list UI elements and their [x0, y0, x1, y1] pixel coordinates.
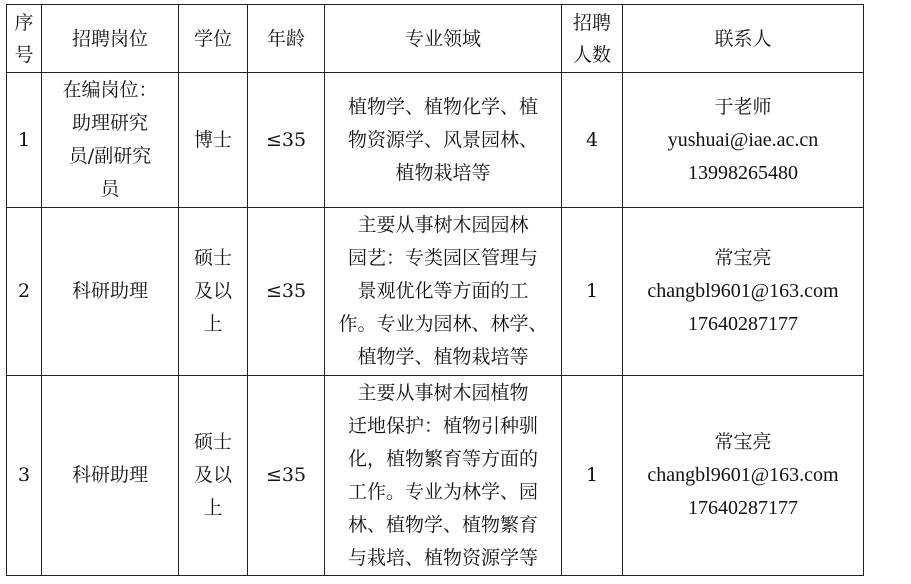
field-line: 化，植物繁育等方面的 — [347, 447, 538, 470]
cell-count: 4 — [562, 73, 623, 208]
header-row — [7, 5, 864, 73]
field-line: 植物学、植物化学、植 — [347, 95, 538, 118]
header-seq — [7, 5, 42, 73]
cell-count: 1 — [562, 376, 623, 576]
table-body — [7, 73, 864, 576]
degree-line: 博士 — [193, 128, 232, 151]
cell-field — [325, 73, 562, 208]
header-count-line-2: 人数 — [572, 43, 611, 66]
field-line: 林、植物学、植物繁育 — [347, 513, 538, 536]
cell-degree — [179, 73, 248, 208]
cell-position — [42, 208, 179, 376]
cell-age: ≤35 — [248, 208, 325, 376]
cell-age: ≤35 — [248, 73, 325, 208]
contact-phone: 17640287177 — [688, 497, 798, 519]
field-line: 主要从事树木园园林 — [357, 214, 529, 236]
cell-count: 1 — [562, 208, 623, 376]
header-contact: 联系人 — [623, 5, 864, 73]
position-line: 科研助理 — [71, 464, 148, 486]
degree-line: 上 — [203, 497, 223, 519]
cell-field — [325, 208, 562, 376]
table-row — [7, 73, 864, 208]
contact-email-link[interactable]: yushuai@iae.ac.cn — [667, 128, 819, 151]
header-age: 年龄 — [248, 5, 325, 73]
field-line: 主要从事树木园植物 — [357, 381, 529, 404]
position-line: 科研助理 — [71, 280, 148, 302]
cell-seq: 1 — [7, 73, 42, 208]
cell-degree — [179, 208, 248, 376]
contact-phone: 17640287177 — [688, 313, 798, 335]
cell-seq: 3 — [7, 376, 42, 576]
field-line: 作。专业为园林、林学、 — [338, 313, 548, 335]
header-count-line-1: 招聘 — [572, 11, 611, 34]
degree-line: 硕士 — [193, 431, 232, 453]
cell-contact — [623, 208, 864, 376]
cell-degree — [179, 376, 248, 576]
cell-seq: 2 — [7, 208, 42, 376]
field-line: 植物学、植物栽培等 — [357, 346, 529, 368]
header-count — [562, 5, 623, 73]
cell-position — [42, 376, 179, 576]
header-field: 专业领域 — [325, 5, 562, 73]
degree-line: 上 — [203, 313, 223, 335]
position-line: 助理研究 — [71, 112, 148, 134]
degree-line: 及以 — [193, 280, 232, 302]
recruitment-table — [6, 4, 864, 576]
recruitment-table-wrapper — [6, 4, 864, 576]
field-line: 与栽培、植物资源学等 — [347, 546, 538, 569]
table-row — [7, 376, 864, 576]
contact-name: 常宝亮 — [714, 431, 772, 453]
field-line: 工作。专业为林学、园 — [347, 480, 538, 503]
degree-line: 硕士 — [193, 247, 232, 269]
position-line: 员 — [100, 178, 120, 200]
cell-field — [325, 376, 562, 576]
contact-name: 于老师 — [714, 95, 772, 118]
cell-age: ≤35 — [248, 376, 325, 576]
header-degree: 学位 — [179, 5, 248, 73]
position-line: 在编岗位： — [62, 79, 158, 101]
cell-contact — [623, 376, 864, 576]
field-line: 景观优化等方面的工 — [357, 280, 529, 302]
degree-line: 及以 — [193, 464, 232, 486]
table-row — [7, 208, 864, 376]
position-line: 员/副研究 — [68, 145, 152, 167]
contact-name: 常宝亮 — [714, 247, 772, 269]
field-line: 园艺：专类园区管理与 — [347, 247, 538, 269]
contact-email-link[interactable]: changbl9601@163.com — [647, 464, 839, 486]
field-line: 迁地保护：植物引种驯 — [347, 414, 538, 437]
cell-position — [42, 73, 179, 208]
cell-contact — [623, 73, 864, 208]
header-seq-line-1: 序 — [14, 11, 34, 34]
field-line: 植物栽培等 — [395, 161, 491, 184]
contact-email-link[interactable]: changbl9601@163.com — [647, 280, 839, 302]
contact-phone: 13998265480 — [688, 161, 798, 184]
field-line: 物资源学、风景园林、 — [347, 128, 538, 151]
table-header — [7, 5, 864, 73]
header-seq-line-2: 号 — [14, 43, 34, 66]
header-position: 招聘岗位 — [42, 5, 179, 73]
